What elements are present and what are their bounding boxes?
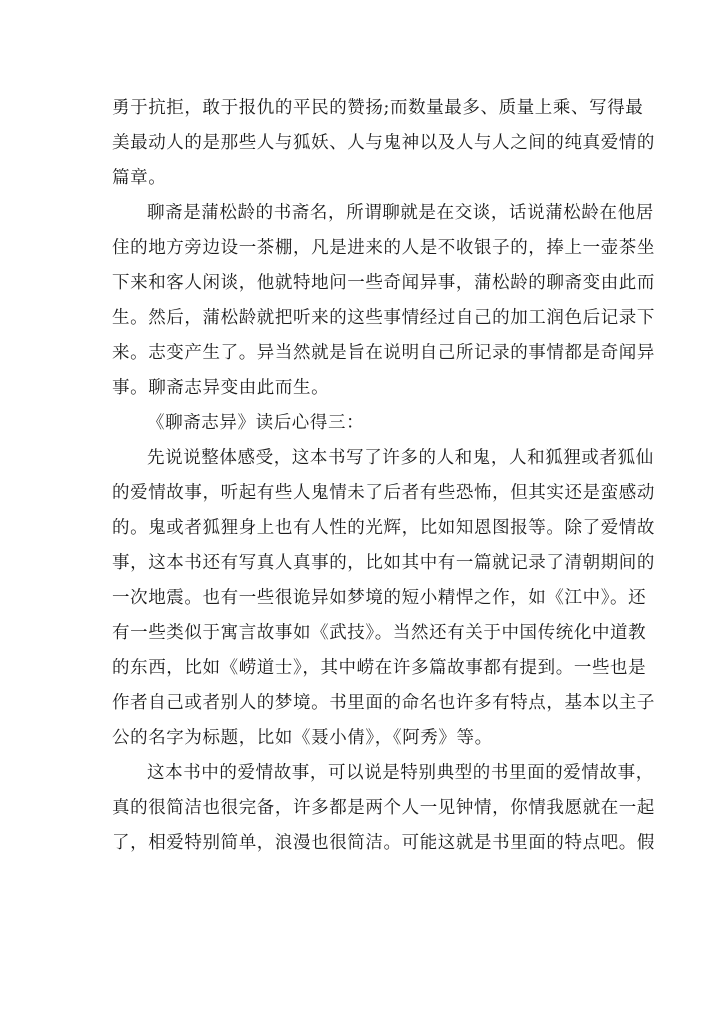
- text-line: 来。志变产生了。异当然就是旨在说明自己所记录的事情都是奇闻异: [112, 343, 655, 363]
- text-line: 有一些类似于寓言故事如《武技》。当然还有关于中国传统化中道教: [112, 623, 647, 643]
- paragraph: [112, 756, 655, 861]
- text-line: 美最动人的是那些人与狐妖、人与鬼神以及人与人之间的纯真爱情的: [112, 133, 655, 153]
- text-line: 公的名字为标题，比如《聂小倩》，《阿秀》等。: [112, 728, 493, 748]
- text-line: 聊斋是蒲松龄的书斋名，所谓聊就是在交谈，话说蒲松龄在他居: [147, 203, 654, 223]
- paragraph: [112, 196, 655, 406]
- text-line: 事。聊斋志异变由此而生。: [112, 378, 330, 398]
- text-line: 一次地震。也有一些很诡异如梦境的短小精悍之作，如《江中》。还: [112, 588, 647, 608]
- text-line: 这本书中的爱情故事，可以说是特别典型的书里面的爱情故事，: [147, 763, 654, 783]
- paragraph: [112, 91, 655, 196]
- text-line: 篇章。: [112, 168, 167, 188]
- text-line: 先说说整体感受，这本书写了许多的人和鬼，人和狐狸或者狐仙: [147, 448, 654, 468]
- text-line: 的东西，比如《崂道士》，其中崂在许多篇故事都有提到。一些也是: [112, 658, 647, 678]
- section-heading: [112, 406, 608, 441]
- text-line: 真的很简洁也很完备，许多都是两个人一见钟情，你情我愿就在一起: [112, 798, 655, 818]
- text-line: 作者自己或者别人的梦境。书里面的命名也许多有特点，基本以主子: [112, 693, 655, 713]
- text-line: 的。鬼或者狐狸身上也有人性的光辉，比如知恩图报等。除了爱情故: [112, 518, 655, 538]
- text-line: 事，这本书还有写真人真事的，比如其中有一篇就记录了清朝期间的: [112, 553, 655, 573]
- text-line: 勇于抗拒，敢于报仇的平民的赞扬;而数量最多、质量上乘、写得最: [112, 98, 644, 118]
- text-line: 的爱情故事，听起有些人鬼情未了后者有些恐怖，但其实还是蛮感动: [112, 483, 655, 503]
- document-body: [112, 91, 655, 861]
- text-line: 住的地方旁边设一茶棚，凡是进来的人是不收银子的，捧上一壶茶坐: [112, 238, 655, 258]
- text-line: 了，相爱特别简单，浪漫也很简洁。可能这就是书里面的特点吧。假: [112, 833, 655, 853]
- text-line: 下来和客人闲谈，他就特地问一些奇闻异事，蒲松龄的聊斋变由此而: [112, 273, 655, 293]
- heading-text: 《聊斋志异》读后心得三：: [147, 413, 365, 433]
- paragraph: [112, 441, 655, 756]
- text-line: 生。然后，蒲松龄就把听来的这些事情经过自己的加工润色后记录下: [112, 308, 655, 328]
